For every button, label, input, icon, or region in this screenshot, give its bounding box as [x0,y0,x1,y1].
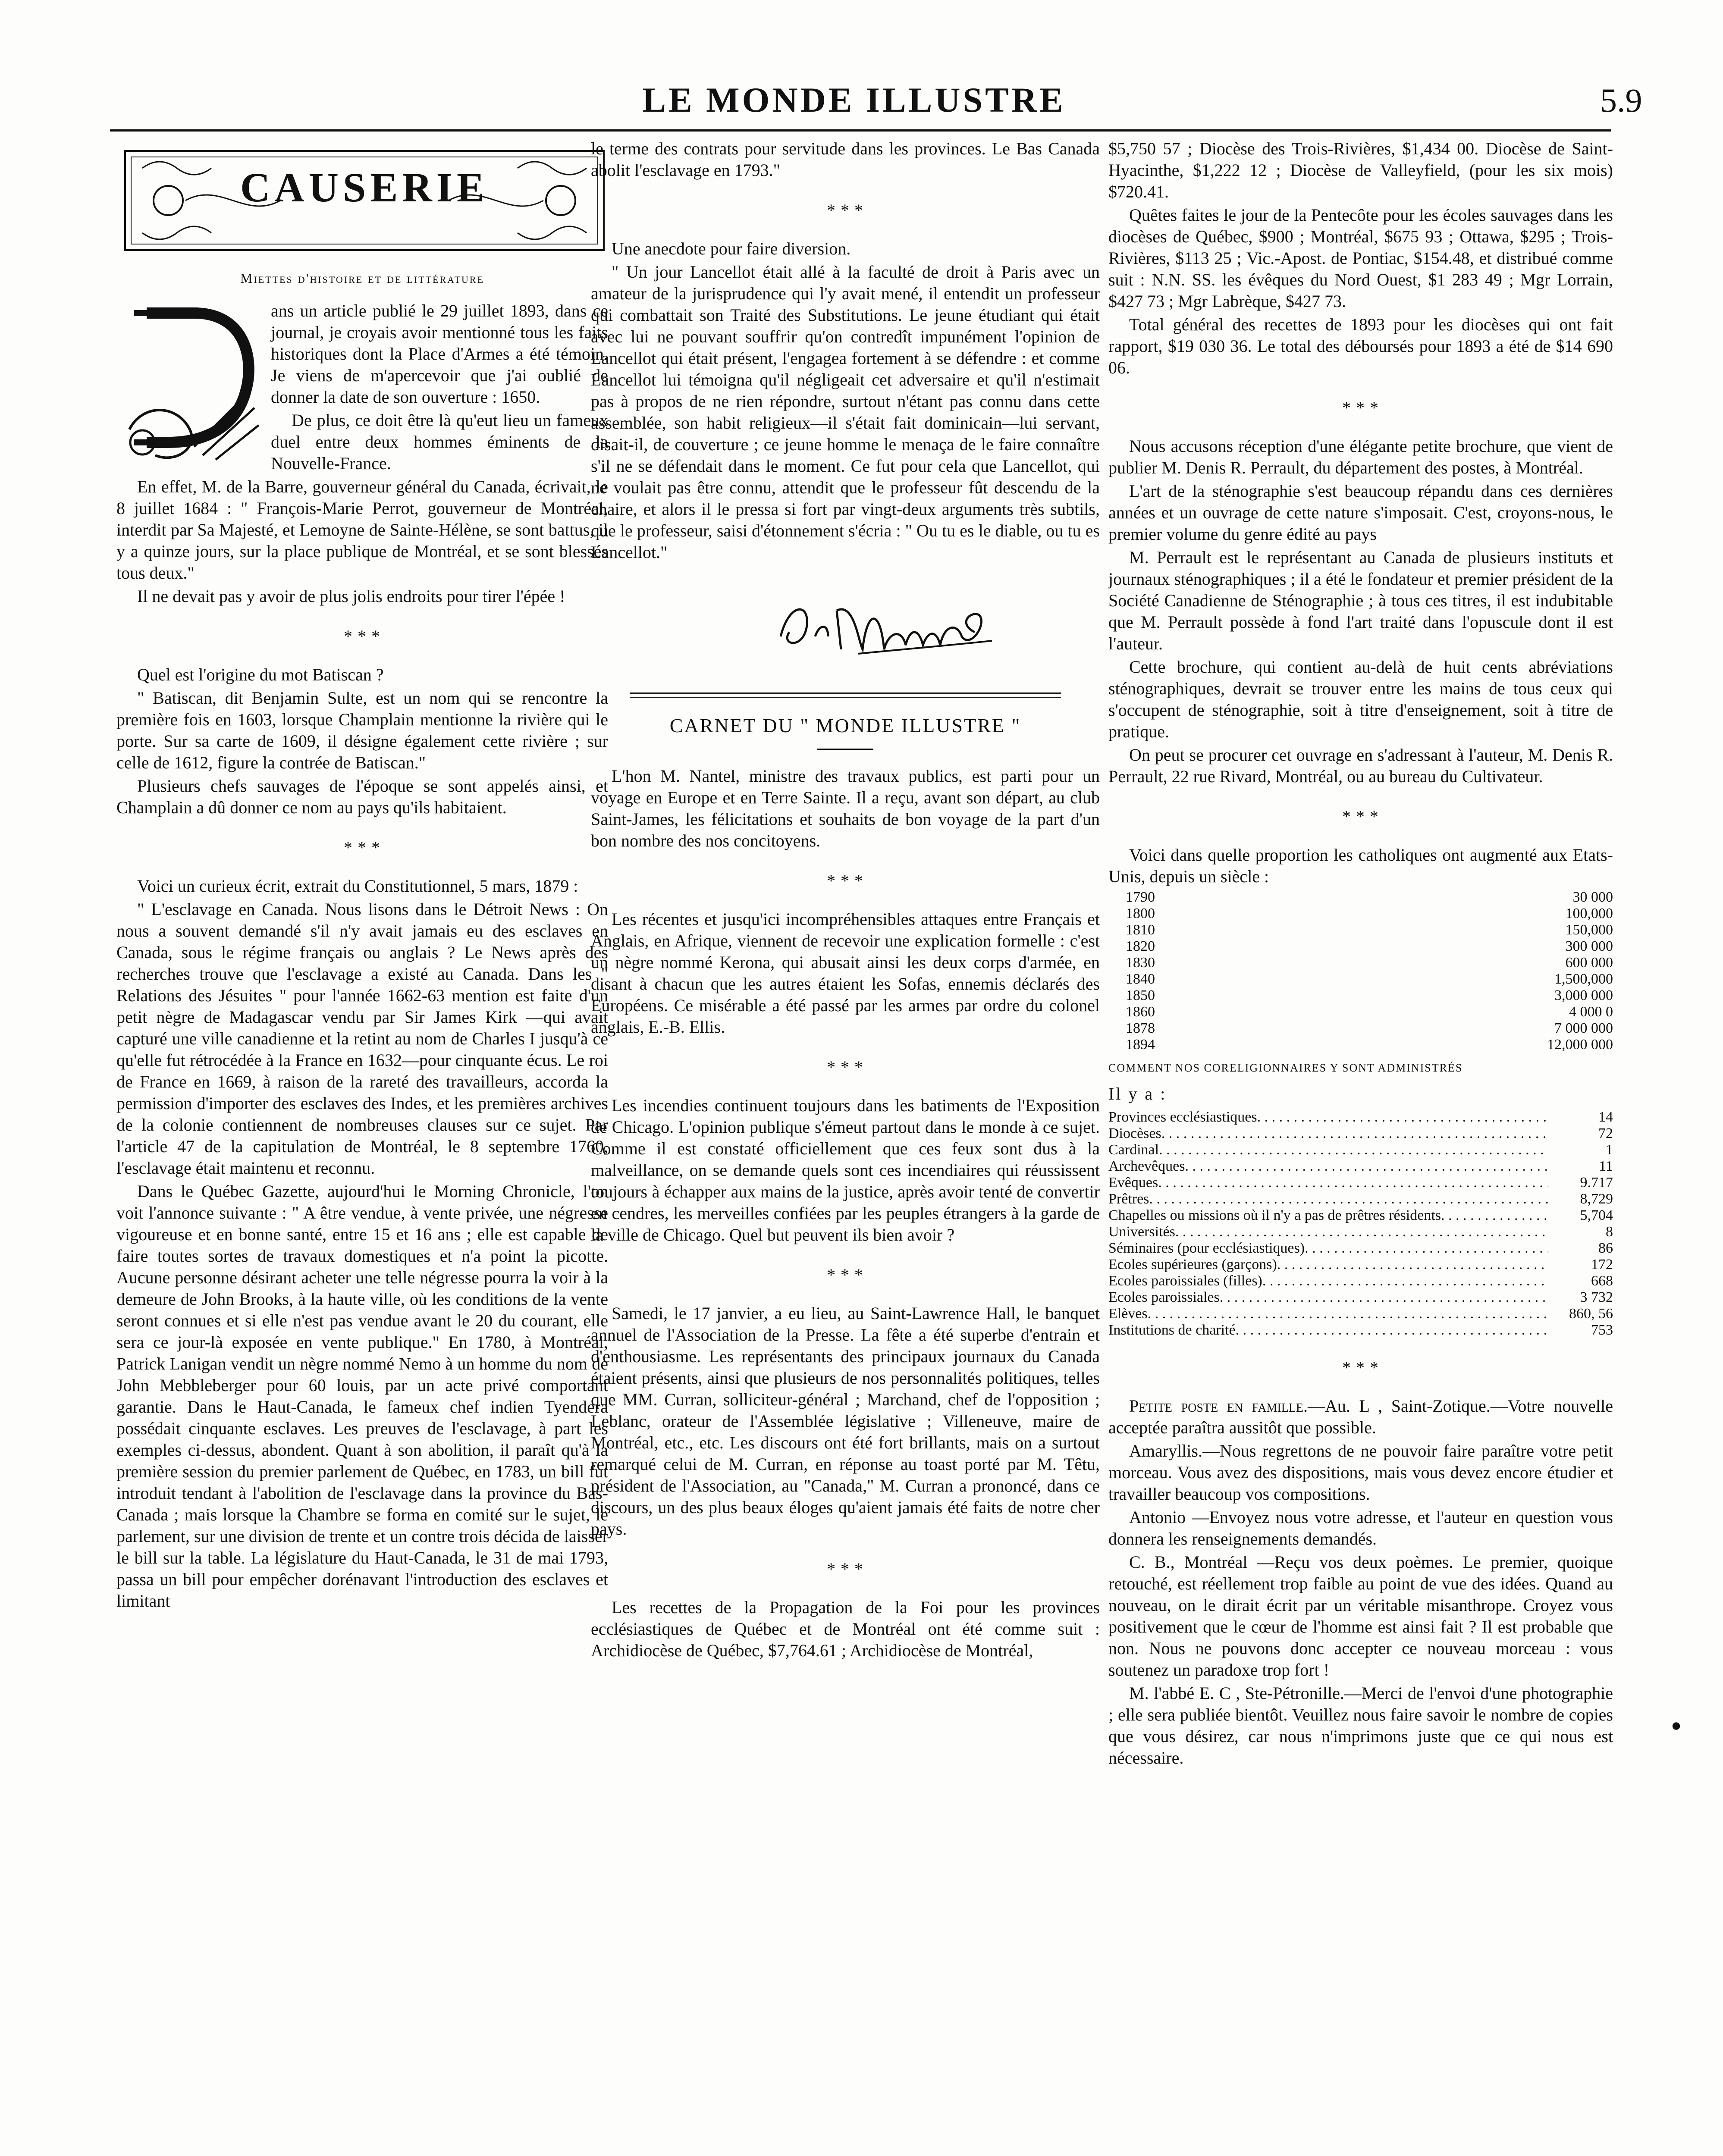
paragraph: ans un article publié le 29 juillet 1893, dans ce journal, je croyais avoir mentionné tous les faits historiques dont la Place d'Armes a été témoin. Je viens de m'apercevoir que j'ai oublié de donner la date de son ouverture : 1650. [271,301,608,407]
list-item [1108,1175,1613,1191]
asterism-separator: * * * [1342,807,1379,826]
paragraph: C. B., Montréal —Reçu vos deux poèmes. Le premier, quoique retouché, est réellement trop faible au point de vue des idées. Quand au nouveau, on le dirait écrit par un véritable misanthrope. Croyez vous positivement que le cœur de l'homme est ainsi fait ? Il est probable que non. Nous ne pouvons donc accepter ce nouveau morceau : vous soutenez un paradoxe trop fort ! [1108,1552,1613,1680]
paragraph: Les recettes de la Propagation de la Foi pour les provinces ecclésiastiques de Québec et de Montréal ont été comme suit : Archidiocèse de Québec, $7,764.61 ; Archidiocèse de Montréal, [591,1598,1100,1660]
value-cell: 300 000 [1565,938,1613,954]
stat-value: 9.717 [1580,1175,1613,1191]
table-row [1108,922,1613,938]
value-cell: 7 000 000 [1554,1020,1613,1036]
paragraph: M. Perrault est le représentant au Canada de plusieurs instituts et journaux sténographiques ; il a été le fondateur et premier président de la Société Canadienne de Sténographie ; à tous ces titres, il est indubitable que M. Perrault possède à fond l'art traité dans l'opuscule dont il est l'auteur. [1108,548,1613,653]
year-cell: 1878 [1126,1020,1155,1036]
value-cell: 600 000 [1565,955,1613,971]
year-cell: 1800 [1126,906,1155,921]
paragraph: Les incendies continuent toujours dans les batiments de l'Exposition de Chicago. L'opinion publique s'émeut partout dans le monde à ce sujet. Comme il est constaté officiellement que ces feux sont dus à la malveillance, on se demande quels sont ces incendiaires qui réussissent toujours à échapper aux mains de la justice, après avoir tenté de convertir en cendres, les merveilles confiées par les peuples étrangers à la garde de la ville de Chicago. Quel but peuvent ils bien avoir ? [591,1096,1100,1244]
catholic-growth-table [1108,889,1613,1053]
ornate-dropcap-d [116,300,263,468]
stat-label: Evêques [1108,1175,1158,1191]
stat-label: Provinces ecclésiastiques [1108,1109,1257,1125]
paragraph: Antonio —Envoyez nous votre adresse, et l'auteur en question vous donnera les renseignements demandés. [1108,1507,1613,1548]
carnet-heading: CARNET DU " MONDE ILLUSTRE " [669,714,1021,736]
paragraph: " Un jour Lancellot était allé à la faculté de droit à Paris avec un amateur de la jurisprudence qui l'y avait mené, il entendit un professeur qui combattait son Traité des Substitutions. Le jeune étudiant qui était avec lui ne pouvant souffrir qu'on contredît impunément l'opinion de Lancellot qui était présent, l'engagea fortement à se défendre : et comme Lancellot lui témoigna qu'il négligeait cet adversaire et qu'il n'estimait pas à propos de ne rien répondre, surtout n'étant pas connu dans cette assemblée, son habit religieux—il s'était fait dominicain—lui servant, disait-il, de couverture ; ce jeune homme le menaça de le faire connaître s'il ne se défendait dans le moment. Ce fut pour cela que Lancellot, qui ne voulait pas être connu, attendit que le professeur fût descendu de la chaire, et alors il le pressa si fort par vingt-deux arguments très subtils, que le professeur, saisi d'étonnement s'écria : " Ou tu es le diable, ou tu es Lancellot." [591,262,1100,562]
stat-value: 5,704 [1580,1207,1613,1223]
paragraph: On peut se procurer cet ouvrage en s'adressant à l'auteur, M. Denis R. Perrault, 22 rue Rivard, Montréal, ou au bureau du Cultivateur. [1108,745,1613,786]
year-cell: 1850 [1126,987,1155,1003]
value-cell: 100,000 [1565,906,1613,921]
column-2 [591,138,1100,2156]
paragraph: L'art de la sténographie s'est beaucoup répandu dans ces dernières années et un ouvrage de cette nature s'imposait. C'est, croyons-nous, le premier volume du genre édité au pays [1108,481,1613,544]
list-item [1108,1142,1613,1158]
stat-value: 8 [1606,1224,1613,1240]
table-row [1108,938,1613,955]
causerie-title: CAUSERIE [240,164,489,210]
year-cell: 1790 [1126,889,1155,905]
stat-value: 86 [1598,1240,1613,1256]
masthead-title: LE MONDE ILLUSTRE [642,80,1066,119]
value-cell: 30 000 [1572,889,1613,905]
value-cell: 150,000 [1565,922,1613,938]
paragraph: Voici un curieux écrit, extrait du Constitutionnel, 5 mars, 1879 : [137,876,578,896]
year-cell: 1840 [1126,971,1155,987]
stat-label: Séminaires (pour ecclésiastiques) [1108,1240,1305,1256]
list-item [1108,1109,1613,1125]
stat-label: Archevêques [1108,1158,1185,1174]
stat-label: Elèves [1108,1306,1148,1322]
paragraph: Une anecdote pour faire diversion. [612,239,851,258]
leader-dots [1441,1207,1548,1224]
paragraph: Quel est l'origine du mot Batiscan ? [137,665,384,684]
section-subhead: Miettes d'histoire et de littérature [240,270,485,286]
list-item [1108,1273,1613,1289]
leader-dots [1257,1109,1548,1125]
paragraph: M. l'abbé E. C , Ste-Pétronille.—Merci de l'envoi d'une photographie ; elle sera publiée bientôt. Veuillez nous faire savoir le nombre de copies que vous désirez, car nous n'imprimons juste que ce qui nous est nécessaire. [1108,1683,1613,1767]
column-1 [116,138,608,2156]
stat-value: 11 [1599,1158,1613,1174]
list-item [1108,1224,1613,1240]
table-row [1108,906,1613,922]
paragraph: Voici dans quelle proportion les catholiques ont augmenté aux Etats-Unis, depuis un siècle : [1108,845,1613,886]
value-cell: 12,000 000 [1547,1037,1613,1053]
value-cell: 4 000 0 [1569,1004,1613,1020]
stat-value: 753 [1591,1322,1613,1338]
leader-dots [1148,1306,1548,1322]
asterism-separator: * * * [826,1057,864,1077]
author-signature [591,580,1100,662]
year-cell: 1894 [1126,1037,1155,1053]
paragraph: De plus, ce doit être là qu'eut lieu un fameux duel entre deux hommes éminents de la Nouvelle-France. [271,411,608,473]
leader-dots [1262,1273,1548,1289]
short-rule [817,749,873,750]
leader-dots [1158,1175,1548,1191]
table-row [1108,1004,1613,1020]
petite-poste-heading: Petite poste en famille. [1129,1396,1308,1416]
page-number: 5.9 [1600,81,1642,119]
leader-dots [1185,1158,1548,1175]
list-item [1108,1191,1613,1207]
leader-dots [1149,1191,1548,1207]
paragraph-text: —Au. L , Saint-Zotique.—Votre nouvelle acceptée paraîtra aussitôt que possible. [1108,1396,1613,1437]
page-header [0,0,1723,138]
causerie-banner [116,142,608,259]
stat-value: 860, 56 [1569,1306,1613,1322]
paragraph: $5,750 57 ; Diocèse des Trois-Rivières, $1,434 00. Diocèse de Saint-Hyacinthe, $1,222 12 ; Diocèse de Valleyfield, (pour les six mois) $720.41. [1108,139,1613,201]
paragraph: Dans le Québec Gazette, aujourd'hui le Morning Chronicle, l'on voit l'annonce suivante : " A être vendue, à vente privée, une négresse vigoureuse et en bonne santé, entre 15 et 16 ans ; elle est capable de faire toutes sortes de travaux domestiques et n'a point la picotte. Aucune personne désirant acheter une telle négresse pourra la voir à la demeure de John Brooks, à la haute ville, où les conditions de la vente seront connues et si elle n'est pas vendue avant le 20 du courant, elle sera ce jour-là exposée en vente publique." En 1780, à Montréal, Patrick Lanigan vendit un nègre nommé Nemo à un homme du nom de John Mebbleberger pour 60 louis, par un acte privé comportant garantie. Dans le Haut-Canada, le fameux chef indien Tyendera possédait cinquante esclaves. Les preuves de l'esclavage, à part les exemples ci-dessus, abondent. Quant à son abolition, il paraît qu'à la première session du premier parlement de Québec, en 1783, un bill fut introduit tendant à l'abolition de l'esclavage dans la province du Bas-Canada ; mais lorsque la Chambre se forma en comité sur le sujet, le parlement, sur une division de trente et un contre trois décida de laisser le bill sur la table. La législature du Haut-Canada, le 31 de mai 1793, passa un bill pour empêcher dorénavant l'introduction des esclaves et limitant [116,1181,608,1611]
table-row [1108,1037,1613,1053]
leader-dots [1277,1257,1548,1273]
leader-dots [1236,1322,1548,1338]
list-item [1108,1240,1613,1257]
stat-label: Prêtres [1108,1191,1149,1207]
asterism-separator: * * * [1342,398,1379,417]
stat-label: Chapelles ou missions où il n'y a pas de prêtres résidents [1108,1207,1441,1223]
list-item [1108,1207,1613,1224]
stat-value: 172 [1591,1257,1613,1272]
leader-dots [1175,1224,1548,1240]
list-item [1108,1289,1613,1306]
paragraph: L'hon M. Nantel, ministre des travaux publics, est parti pour un voyage en Europe et en Terre Sainte. Il a reçu, avant son départ, au club Saint-James, les félicitations et souhaits de bon voyage de la part d'un bon nombre des nos concitoyens. [591,766,1100,850]
asterism-separator: * * * [826,1559,864,1579]
article-intro [116,300,608,408]
clergy-stats-list [1108,1109,1613,1338]
paragraph: Samedi, le 17 janvier, a eu lieu, au Saint-Lawrence Hall, le banquet annuel de l'Association de la Presse. La fête a été superbe d'entrain et d'enthousiasme. Les représentants des principaux journaux du Canada étaient présents, ainsi que plusieurs de nos personnalités politiques, telles que MM. Curran, solliciteur-général ; Marchand, chef de l'opposition ; Leblanc, orateur de l'Assemblée législative ; Villeneuve, maire de Montréal, etc., etc. Les discours ont été fort brillants, mais on a surtout remarqué celui de M. Curran, en réponse au toast porté par M. Têtu, président de l'Association, au "Canada," M. Curran a prononcé, dans ce discours, un des plus beaux éloges qu'aient jamais été faits de notre cher pays. [591,1304,1100,1539]
administration-note: COMMENT NOS CORELIGIONNAIRES Y SONT ADMINISTRÉS [1108,1062,1463,1074]
stat-value: 3 732 [1580,1289,1613,1305]
list-item [1108,1125,1613,1142]
table-row [1108,955,1613,971]
year-cell: 1810 [1126,922,1155,938]
table-row [1108,971,1613,987]
list-item [1108,1257,1613,1273]
stat-label: Ecoles paroissiales [1108,1289,1220,1305]
paragraph: Total général des recettes de 1893 pour les diocèses qui ont fait rapport, $19 030 36. Le total des déboursés pour 1893 a été de $14 690 06. [1108,315,1613,377]
asterism-separator: * * * [826,1265,864,1285]
pen-mark-icon: • [1662,1710,1691,1744]
value-cell: 1,500,000 [1554,971,1613,987]
leader-dots [1305,1240,1548,1257]
column-3 [1108,138,1613,2156]
paragraph: le terme des contrats pour servitude dans les provinces. Le Bas Canada abolit l'esclavage en 1793." [591,139,1100,180]
ilya-label: Il y a : [1108,1084,1167,1103]
stat-label: Cardinal [1108,1142,1159,1158]
dropcap-d-icon [116,300,263,468]
paragraph: Les récentes et jusqu'ici incompréhensibles attaques entre Français et Anglais, en Afrique, viennent de recevoir une explication formelle : c'est un nègre nommé Kerona, qui abusait ainsi les deux corps d'armée, en disant à chacun que les autres étaient les Sofas, ennemis déclarés des Européens. Ce misérable a été passé par les armes par ordre du colonel anglais, E.-B. Ellis. [591,909,1100,1037]
paragraph [1108,1395,1613,1438]
stat-value: 8,729 [1580,1191,1613,1207]
paragraph: Cette brochure, qui contient au-delà de huit cents abréviations sténographiques, devrait se trouver entre les mains de tous ceux qui s'occupent de sténographie, soit à titre d'enseignement, soit à titre de pratique. [1108,657,1613,741]
table-row [1108,987,1613,1004]
paragraph: Il ne devait pas y avoir de plus jolis endroits pour tirer l'épée ! [137,586,565,606]
stat-value: 14 [1598,1109,1613,1125]
section-divider [630,693,1061,698]
stat-label: Ecoles paroissiales (filles) [1108,1273,1262,1289]
stat-label: Ecoles supérieures (garçons) [1108,1257,1277,1272]
stat-label: Diocèses [1108,1125,1161,1141]
table-row [1108,1020,1613,1037]
stat-value: 72 [1598,1125,1613,1141]
paragraph: " Batiscan, dit Benjamin Sulte, est un nom qui se rencontre la première fois en 1603, lorsque Champlain mentionne la rivière qui le porte. Sur sa carte de 1609, il désigne également cette rivière ; sur celle de 1612, figure la contrée de Batiscan." [116,688,608,772]
list-item [1108,1306,1613,1322]
leader-dots [1161,1125,1548,1142]
table-row [1108,889,1613,906]
asterism-separator: * * * [1342,1358,1379,1377]
paragraph: En effet, M. de la Barre, gouverneur général du Canada, écrivait, le 8 juillet 1684 : " François-Marie Perrot, gouverneur de Montréal, interdit par Sa Majesté, et Lemoyne de Sainte-Hélène, se sont battus, il y a quinze jours, sur la place publique de Montréal, et se sont blessés tous deux." [116,477,608,583]
stat-label: Universités [1108,1224,1175,1240]
paragraph: Amaryllis.—Nous regrettons de ne pouvoir faire paraître votre petit morceau. Vous avez des dispositions, mais vous devez encore étudier et travailler beaucoup vos compositions. [1108,1441,1613,1504]
year-cell: 1820 [1126,938,1155,954]
stat-value: 668 [1591,1273,1613,1289]
stat-label: Institutions de charité [1108,1322,1236,1338]
year-cell: 1830 [1126,955,1155,971]
asterism-separator: * * * [343,627,381,646]
stat-value: 1 [1606,1142,1613,1158]
header-rule [110,129,1611,132]
asterism-separator: * * * [343,838,381,857]
paragraph: Plusieurs chefs sauvages de l'époque se sont appelés ainsi, et Champlain a dû donner ce nom au pays qu'ils habitaient. [116,776,608,817]
leader-dots [1220,1289,1548,1306]
leader-dots [1159,1142,1548,1158]
asterism-separator: * * * [826,201,864,220]
paragraph: " L'esclavage en Canada. Nous lisons dans le Détroit News : On nous a souvent demandé s'il n'y avait jamais eu des esclaves en Canada, sous le régime français ou anglais ? Le News après des recherches trouve que l'esclavage a existé au Canada. Dans les " Relations des Jésuites " pour l'année 1662-63 mention est faite d'un petit nègre de Madagascar vendu par Sir James Kirk —qui avait capturé une ville canadienne et la retint au nom de Charles I jusqu'à ce qu'elle fut rétrocédée à la France en 1632—pour cinquante écus. Le roi de France en 1669, à raison de la rareté des travailleurs, accorda la permission d'importer des esclaves des Indes, et les premières archives de la colonie contiennent de nombreuses clauses sur ce sujet. Par l'article 47 de la capitulation de Montréal, le 8 septembre 1760, l'esclavage était maintenu et reconnu. [116,899,608,1178]
paragraph: Quêtes faites le jour de la Pentecôte pour les écoles sauvages dans les diocèses de Québec, $900 ; Montréal, $675 93 ; Ottawa, $295 ; Trois-Rivières, $113 25 ; Vic.-Apost. de Pontiac, $154.48, et distribué comme suit : N.N. SS. les évêques du Nord Ouest, $1 283 49 ; Mgr Lorrain, $427 73 ; Mgr Labrèque, $427 73. [1108,205,1613,311]
signature-icon [772,585,996,658]
list-item [1108,1158,1613,1175]
value-cell: 3,000 000 [1554,987,1613,1003]
list-item [1108,1322,1613,1338]
asterism-separator: * * * [826,871,864,890]
year-cell: 1860 [1126,1004,1155,1020]
paragraph: Nous accusons réception d'une élégante petite brochure, que vient de publier M. Denis R. Perrault, du département des postes, à Montréal. [1108,436,1613,477]
